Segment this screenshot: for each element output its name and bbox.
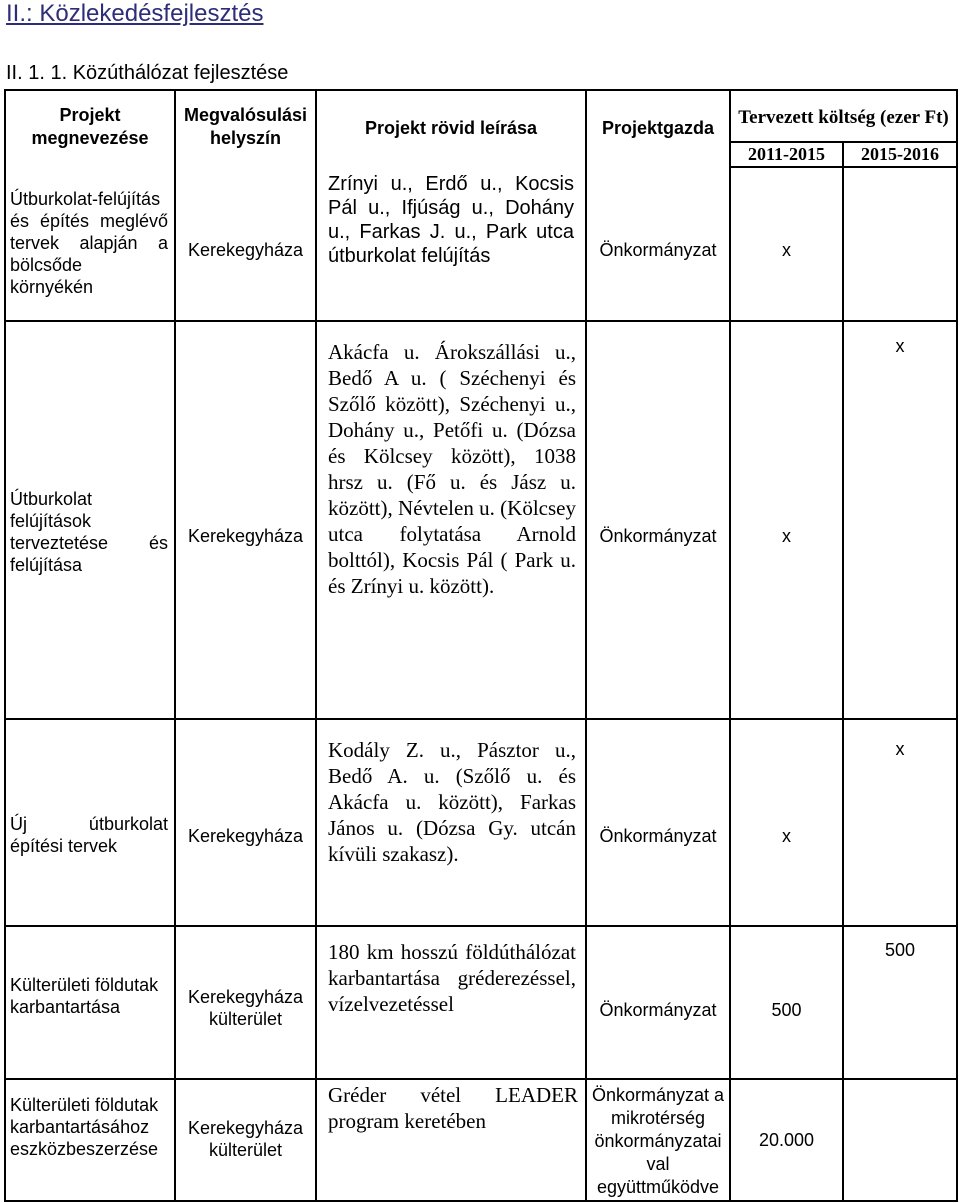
header-location: Megvalósulási helyszín [183,105,308,148]
row-project-name: Külterületi földutak karbantartásához eszközbeszerzése [10,1095,159,1159]
row-location: Kerekegyháza [187,240,304,260]
row-owner: Önkormányzat a mikrotérség önkormányzatai val együttműködve [591,1085,725,1197]
row-owner: Önkormányzat [599,526,717,546]
row-cost-1: x [782,826,791,846]
row-owner: Önkormányzat [599,1000,717,1020]
header-cost: Tervezett költség (ezer Ft) [738,106,949,128]
row-location: Kerekegyháza [187,826,304,846]
title-text: : Közlekedésfejlesztés [26,0,264,27]
row-location: Kerekegyháza külterület [187,1118,304,1160]
row-cost-2 [844,1128,956,1152]
row-cost-2: x [895,336,905,356]
row-description: Akácfa u. Árokszállási u., Bedő A u. ( Széchenyi és Szőlő között), Széchenyi u., Dohány u., Petőfi u. (Dózsa és Kölcsey között), 1038 hrsz u. (Fő u. és Jász u. között), Névtelen u. (Kölcsey utca folytatása Arnold bolttól), Kocsis Pál ( Park u. és Zrínyi u. között). [328,340,576,598]
row-description: Zrínyi u., Erdő u., Kocsis Pál u., Ifjúság u., Dohány u., Farkas J. u., Park utca útburkolat felújítás [328,173,574,267]
row-description: 180 km hosszú földúthálózat karbantartása gréderezéssel, vízelvezetéssel [328,940,576,1016]
row-cost-2: x [895,739,905,759]
header-description: Projekt rövid leírása [364,117,538,138]
page-title [6,0,263,28]
row-cost-1: 500 [771,1000,802,1020]
row-owner: Önkormányzat [599,826,717,846]
header-period-1: 2011-2015 [747,144,825,164]
row-location: Kerekegyháza [187,526,304,546]
row-owner: Önkormányzat [599,240,717,260]
row-description: Kodály Z. u., Pásztor u., Bedő A. u. (Szőlő u. és Akácfa u. között), Farkas János u. (Dózsa Gy. utcán kívüli szakasz). [328,738,576,866]
row-project-name: Új útburkolat építési tervek [10,814,168,856]
row-cost-1: x [782,526,791,546]
row-cost-1: 20.000 [758,1130,815,1150]
section-title: II. 1. 1. Közúthálózat fejlesztése [6,62,289,84]
row-project-name: Külterületi földutak karbantartása [10,975,159,1017]
row-project-name: Útburkolat-felújítás és építés meglévő tervek alapján a bölcsőde környékén [10,189,168,297]
title-prefix: II. [6,0,27,27]
row-location: Kerekegyháza külterület [187,987,304,1029]
row-cost-2: 500 [884,940,916,960]
header-period-2: 2015-2016 [861,144,939,164]
header-owner: Projektgazda [601,117,715,138]
row-cost-1: x [782,240,791,260]
row-cost-2 [844,238,956,262]
row-description: Gréder vétel LEADER program keretében [328,1083,578,1133]
row-project-name: Útburkolat felújítások terveztetése és felújítása [10,489,168,575]
header-project-name: Projekt megnevezése [31,105,149,148]
